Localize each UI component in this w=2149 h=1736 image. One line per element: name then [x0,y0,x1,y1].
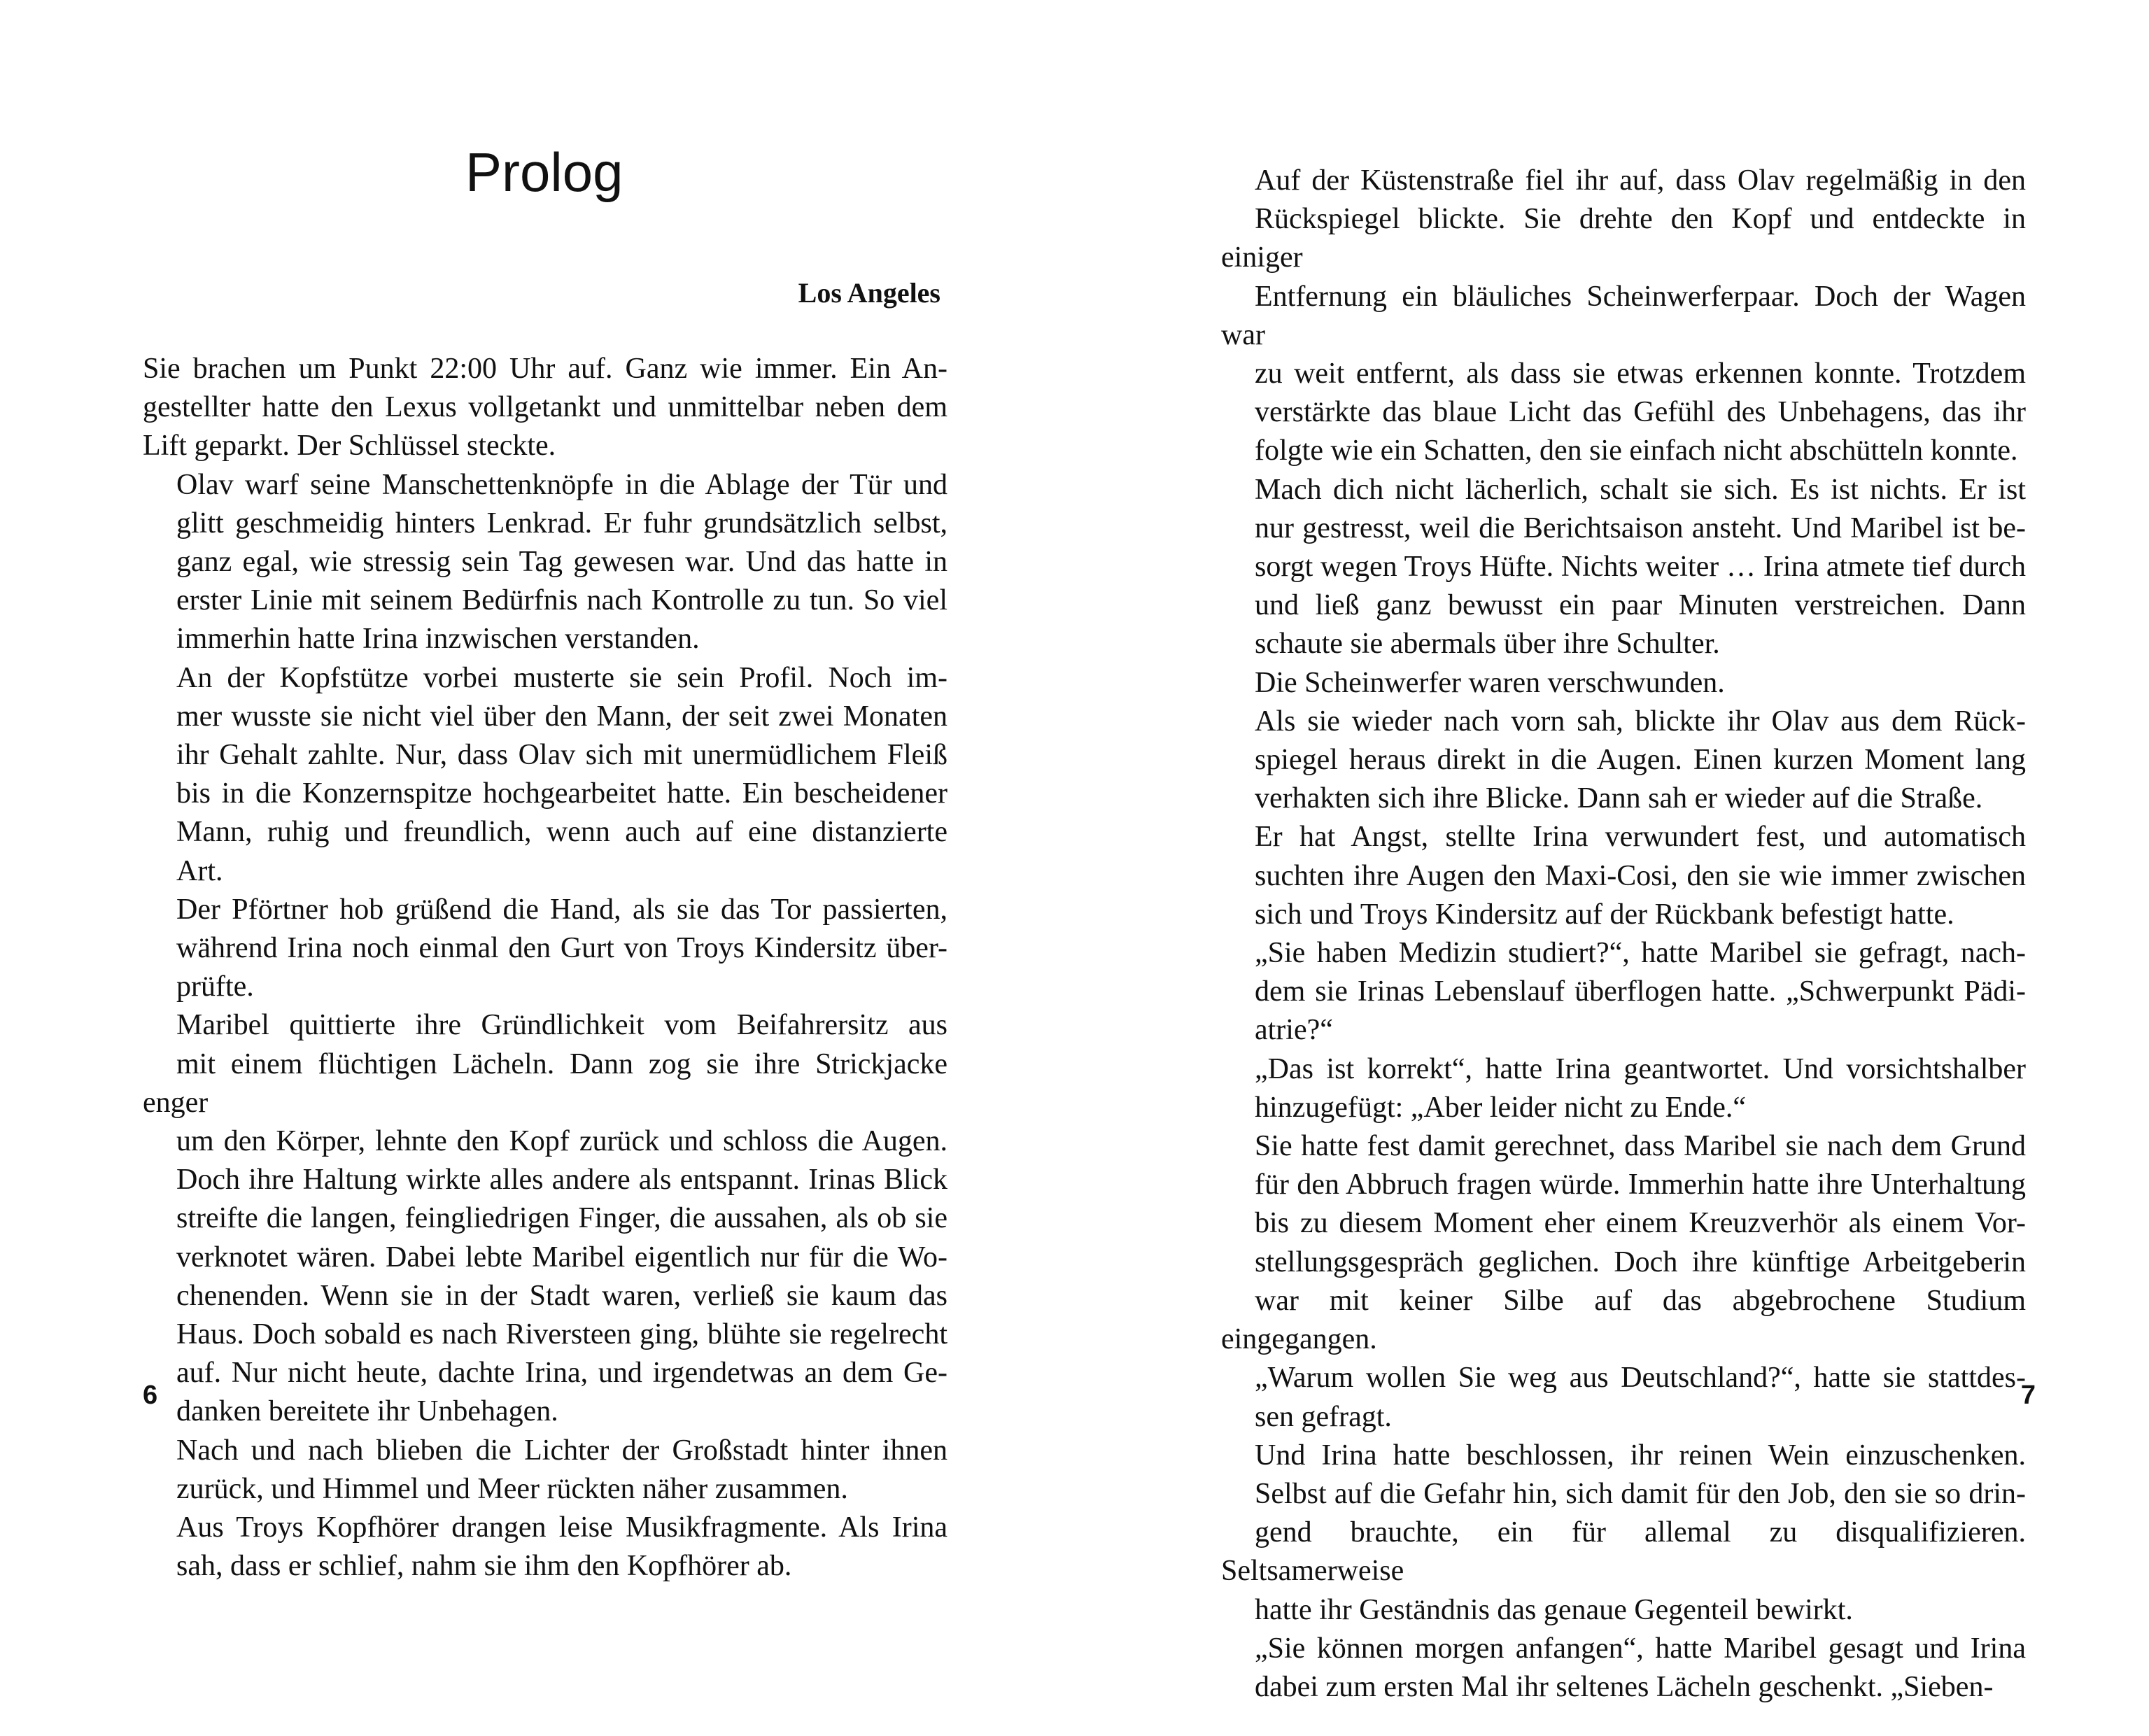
text-line: Selbst auf die Gefahr hin, sich damit für den Job, den sie so drin- [1255,1477,2026,1510]
text-line: um den Körper, lehnte den Kopf zurück und schloss die Augen. [176,1125,947,1158]
text-line: Sie hatte fest damit gerechnet, dass Maribel sie nach dem Grund [1255,1130,2026,1163]
paragraph [143,891,947,1007]
text-line: Sie brachen um Punkt 22:00 Uhr auf. Ganz wie immer. Ein An- [143,353,947,385]
text-line: hinzugefügt: „Aber leider nicht zu Ende.“ [1255,1091,1747,1124]
text-line: Und Irina hatte beschlossen, ihr reinen Wein einzuschenken. [1255,1439,2026,1472]
text-line: streifte die langen, feingliedrigen Finger, die aussahen, als ob sie [176,1202,947,1235]
paragraph [1221,934,2026,1050]
paragraph [143,1432,947,1509]
text-line: zurück, und Himmel und Meer rückten näher zusammen. [176,1472,848,1505]
text-line: Rückspiegel blickte. Sie drehte den Kopf und entdeckte in einiger [1221,203,2026,274]
left-page [0,0,1074,1736]
text-line: Haus. Doch sobald es nach Riversteen ging, blühte sie regelrecht [176,1318,947,1351]
paragraph [1221,1359,2026,1436]
text-line: stellungsgespräch geglichen. Doch ihre künftige Arbeitgeberin [1255,1245,2026,1278]
paragraph [143,1006,947,1431]
paragraph [1221,703,2026,819]
text-line: atrie?“ [1255,1014,1333,1047]
text-line: glitt geschmeidig hinters Lenkrad. Er fuhr grundsätzlich selbst, [176,507,947,539]
paragraph [1221,1127,2026,1359]
text-line: sich und Troys Kindersitz auf der Rückbank befestigt hatte. [1255,898,1954,931]
text-line: verstärkte das blaue Licht das Gefühl des Unbehagens, das ihr [1255,396,2026,429]
text-line: „Sie haben Medizin studiert?“, hatte Maribel sie gefragt, nach- [1255,937,2026,970]
text-line: sen gefragt. [1255,1400,1392,1433]
text-line: An der Kopfstütze vorbei musterte sie sein Profil. Noch im- [176,661,947,694]
text-line: Doch ihre Haltung wirkte alles andere als entspannt. Irinas Blick [176,1164,947,1197]
text-line: gestellter hatte den Lexus vollgetankt und unmittelbar neben dem [143,391,947,424]
text-line: ihr Gehalt zahlte. Nur, dass Olav sich mit unermüdlichem Fleiß [176,739,947,772]
paragraph [1221,1050,2026,1127]
paragraph [1221,1437,2026,1630]
text-line: Nach und nach blieben die Lichter der Großstadt hinter ihnen [176,1434,947,1467]
text-line: auf. Nur nicht heute, dachte Irina, und irgendetwas an dem Ge- [176,1357,947,1390]
text-line: sah, dass er schlief, nahm sie ihm den Kopfhörer ab. [176,1550,792,1583]
page-number-left: 6 [143,1381,158,1410]
text-line: spiegel heraus direkt in die Augen. Einen kurzen Moment lang [1255,744,2026,777]
text-line: Als sie wieder nach vorn sah, blickte ihr Olav aus dem Rück- [1255,705,2026,738]
text-line: sorgt wegen Troys Hüfte. Nichts weiter … Irina atmete tief durch [1255,551,2026,584]
right-body-text [1221,162,2026,1707]
paragraph [1221,1630,2026,1707]
text-line: Mann, ruhig und freundlich, wenn auch auf eine distanzierte [176,816,947,849]
chapter-title: Prolog [465,141,623,203]
location-heading: Los Angeles [798,277,940,309]
text-line: dabei zum ersten Mal ihr seltenes Lächeln geschenkt. „Sieben- [1255,1670,1994,1703]
paragraph [1221,664,2026,703]
text-line: Auf der Küstenstraße fiel ihr auf, dass Olav regelmäßig in den [1255,164,2026,197]
text-line: verknotet wären. Dabei lebte Maribel eigentlich nur für die Wo- [176,1241,947,1273]
text-line: immerhin hatte Irina inzwischen verstanden. [176,623,700,656]
paragraph [1221,162,2026,471]
text-line: mer wusste sie nicht viel über den Mann, der seit zwei Monaten [176,700,947,733]
right-page [1074,0,2149,1736]
text-line: schaute sie abermals über ihre Schulter. [1255,628,1720,661]
text-line: bis zu diesem Moment eher einem Kreuzverhör als einem Vor- [1255,1207,2026,1240]
text-line: Aus Troys Kopfhörer drangen leise Musikfragmente. Als Irina [176,1511,947,1544]
text-line: „Das ist korrekt“, hatte Irina geantwortet. Und vorsichtshalber [1255,1052,2026,1085]
text-line: suchten ihre Augen den Maxi-Cosi, den sie wie immer zwischen [1255,859,2026,892]
text-line: Entfernung ein bläuliches Scheinwerferpaar. Doch der Wagen war [1221,280,2026,351]
text-line: Lift geparkt. Der Schlüssel steckte. [143,430,556,463]
paragraph [143,1509,947,1586]
text-line: war mit keiner Silbe auf das abgebrochene Studium eingegangen. [1221,1284,2026,1356]
text-line: Art. [176,854,223,887]
text-line: Die Scheinwerfer waren verschwunden. [1255,666,1725,699]
text-line: und ließ ganz bewusst ein paar Minuten verstreichen. Dann [1255,589,2026,622]
text-line: dem sie Irinas Lebenslauf überflogen hatte. „Schwerpunkt Pädi- [1255,975,2026,1008]
text-line: Maribel quittierte ihre Gründlichkeit vom Beifahrersitz aus [176,1009,947,1042]
text-line: während Irina noch einmal den Gurt von Troys Kindersitz über- [176,932,947,965]
text-line: danken bereitete ihr Unbehagen. [176,1395,558,1428]
text-line: folgte wie ein Schatten, den sie einfach nicht abschütteln konnte. [1255,435,2018,467]
text-line: chenenden. Wenn sie in der Stadt waren, verließ sie kaum das [176,1279,947,1312]
left-body-text [143,350,947,1586]
text-line: gend brauchte, ein für allemal zu disqualifizieren. Seltsamerweise [1221,1516,2026,1588]
text-line: Mach dich nicht lächerlich, schalt sie sich. Es ist nichts. Er ist [1255,473,2026,506]
text-line: bis in die Konzernspitze hochgearbeitet hatte. Ein bescheidener [176,777,947,810]
paragraph [1221,818,2026,934]
text-line: Er hat Angst, stellte Irina verwundert fest, und automatisch [1255,821,2026,854]
text-line: „Warum wollen Sie weg aus Deutschland?“, hatte sie stattdes- [1255,1362,2026,1395]
paragraph [143,350,947,466]
text-line: Olav warf seine Manschettenknöpfe in die Ablage der Tür und [176,468,947,501]
paragraph [143,466,947,659]
text-line: hatte ihr Geständnis das genaue Gegenteil bewirkt. [1255,1593,1853,1626]
text-line: „Sie können morgen anfangen“, hatte Maribel gesagt und Irina [1255,1632,2026,1665]
text-line: mit einem flüchtigen Lächeln. Dann zog sie ihre Strickjacke enger [143,1047,947,1119]
text-line: erster Linie mit seinem Bedürfnis nach Kontrolle zu tun. So viel [176,584,947,617]
text-line: prüfte. [176,971,254,1003]
text-line: Der Pförtner hob grüßend die Hand, als sie das Tor passierten, [176,893,947,926]
paragraph [143,659,947,891]
text-line: verhakten sich ihre Blicke. Dann sah er wieder auf die Straße. [1255,782,1983,815]
text-line: zu weit entfernt, als dass sie etwas erkennen konnte. Trotzdem [1255,358,2026,390]
text-line: für den Abbruch fragen würde. Immerhin hatte ihre Unterhaltung [1255,1169,2026,1201]
text-line: ganz egal, wie stressig sein Tag gewesen war. Und das hatte in [176,546,947,579]
text-line: nur gestresst, weil die Berichtsaison ansteht. Und Maribel ist be- [1255,511,2026,544]
page-number-right: 7 [2020,1381,2036,1410]
paragraph [1221,471,2026,664]
